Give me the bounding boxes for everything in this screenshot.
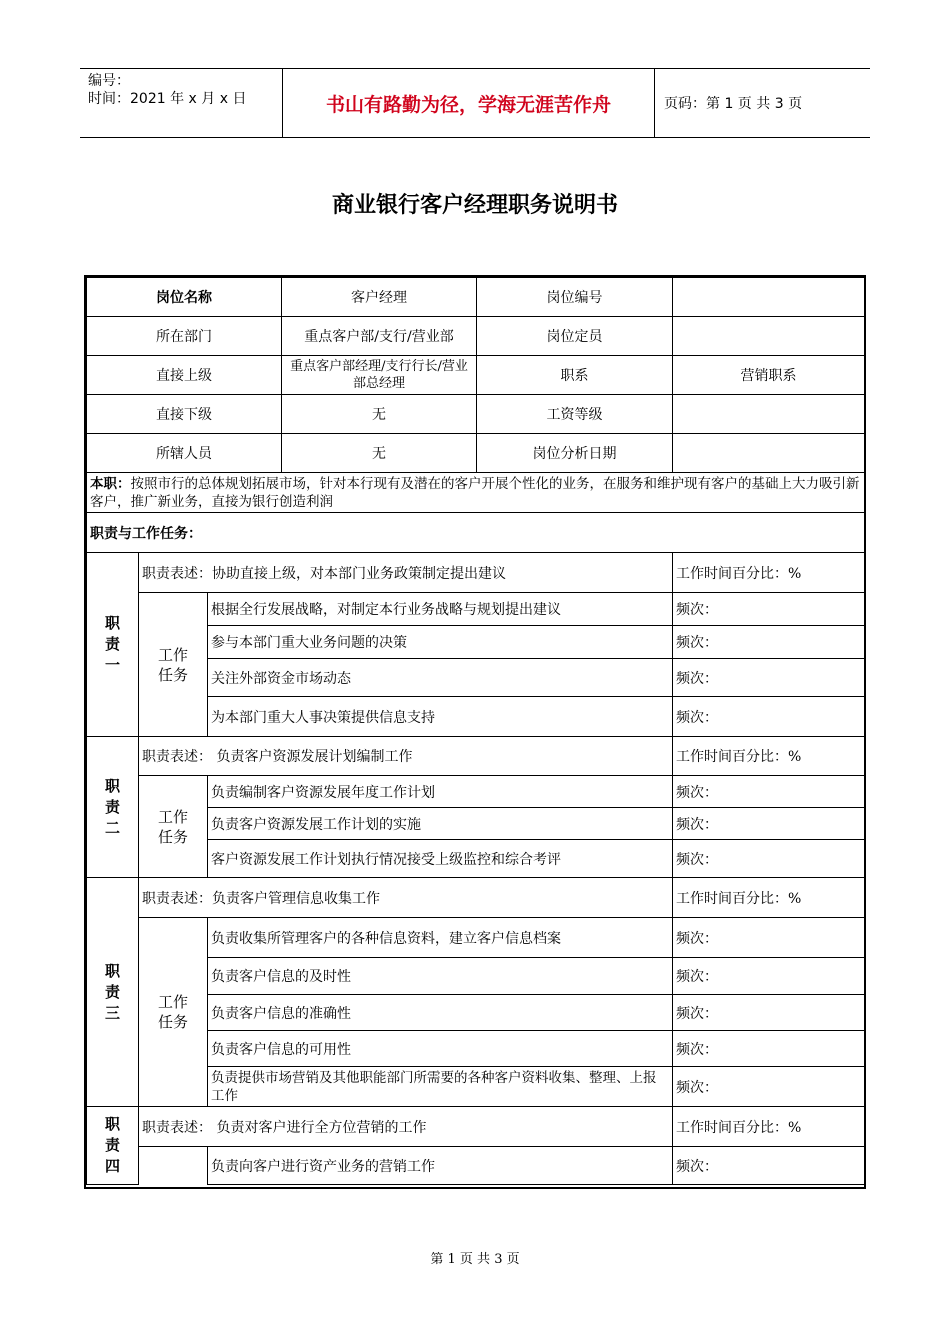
task-row [87, 1147, 865, 1185]
page-footer: 第 1 页 共 3 页 [430, 1252, 520, 1267]
info-value: 重点客户部/支行/营业部 [282, 317, 477, 356]
info-row [87, 317, 865, 356]
duty-statement-row [87, 553, 865, 593]
task-text: 为本部门重大人事决策提供信息支持 [208, 697, 673, 737]
duty-name: 职责三 [104, 961, 120, 1022]
info-value [673, 317, 865, 356]
frequency: 频次： [673, 776, 865, 808]
duty-statement-row [87, 878, 865, 918]
info-table [86, 277, 865, 1185]
page-header [80, 68, 870, 138]
task-label-text: 工作任务 [157, 807, 188, 846]
info-row [87, 395, 865, 434]
task-text: 负责向客户进行资产业务的营销工作 [208, 1147, 673, 1185]
info-value: 无 [282, 434, 477, 473]
time-percentage: 工作时间百分比：% [673, 1107, 865, 1147]
info-label: 直接上级 [87, 356, 282, 395]
header-page-number: 页码：第 1 页 共 3 页 [664, 96, 803, 112]
frequency: 频次： [673, 697, 865, 737]
task-text: 客户资源发展工作计划执行情况接受上级监控和综合考评 [208, 840, 673, 878]
section-title: 职责与工作任务： [87, 513, 865, 553]
task-label [139, 593, 208, 737]
task-text: 负责客户信息的可用性 [208, 1031, 673, 1067]
info-label: 岗位编号 [477, 278, 673, 317]
frequency: 频次： [673, 918, 865, 958]
task-label [139, 776, 208, 878]
header-motto: 书山有路勤为径，学海无涯苦作舟 [283, 69, 655, 137]
info-value: 营销职系 [673, 356, 865, 395]
job-description-table [84, 275, 866, 1189]
time-percentage: 工作时间百分比：% [673, 878, 865, 918]
info-label: 所在部门 [87, 317, 282, 356]
info-row [87, 356, 865, 395]
frequency: 频次： [673, 626, 865, 659]
duty-statement-row [87, 737, 865, 776]
summary-text: 按照市行的总体规划拓展市场，针对本行现有及潜在的客户开展个性化的业务，在服务和维护现有客户的基础上大力吸引新客户，推广新业务，直接为银行创造利润 [90, 475, 860, 510]
frequency: 频次： [673, 659, 865, 697]
info-label: 直接下级 [87, 395, 282, 434]
info-value [673, 434, 865, 473]
duty-name: 职责一 [104, 614, 120, 674]
summary-cell [87, 473, 865, 513]
task-row [87, 918, 865, 958]
info-row [87, 278, 865, 317]
info-label: 工资等级 [477, 395, 673, 434]
task-text: 关注外部资金市场动态 [208, 659, 673, 697]
info-label: 职系 [477, 356, 673, 395]
task-row [87, 776, 865, 808]
task-label-text: 工作任务 [157, 645, 188, 684]
duty-name: 职责四 [104, 1115, 120, 1175]
duty-statement: 职责表述： 负责对客户进行全方位营销的工作 [139, 1107, 673, 1147]
task-text: 负责编制客户资源发展年度工作计划 [208, 776, 673, 808]
frequency: 频次： [673, 1147, 865, 1185]
info-value: 客户经理 [282, 278, 477, 317]
header-meta [80, 69, 283, 137]
duty-statement: 职责表述： 负责客户资源发展计划编制工作 [139, 737, 673, 776]
info-value: 重点客户部经理/支行行长/营业部总经理 [282, 356, 477, 395]
duty-name: 职责二 [104, 776, 120, 837]
frequency: 频次： [673, 958, 865, 995]
frequency: 频次： [673, 1031, 865, 1067]
time-percentage: 工作时间百分比：% [673, 553, 865, 593]
task-text: 负责客户信息的及时性 [208, 958, 673, 995]
document-number-label: 编号： [88, 73, 130, 89]
duty-statement: 职责表述：协助直接上级，对本部门业务政策制定提出建议 [139, 553, 673, 593]
task-text: 负责收集所管理客户的各种信息资料，建立客户信息档案 [208, 918, 673, 958]
frequency: 频次： [673, 593, 865, 626]
info-value [673, 278, 865, 317]
frequency: 频次： [673, 808, 865, 840]
section-title-row [87, 513, 865, 553]
info-value [673, 395, 865, 434]
duty-statement-row [87, 1107, 865, 1147]
time-percentage: 工作时间百分比：% [673, 737, 865, 776]
frequency: 频次： [673, 840, 865, 878]
duty-label [87, 878, 139, 1107]
duty-label [87, 737, 139, 878]
duty-label [87, 1107, 139, 1185]
task-text: 负责客户信息的准确性 [208, 995, 673, 1031]
task-text: 参与本部门重大业务问题的决策 [208, 626, 673, 659]
page-title: 商业银行客户经理职务说明书 [331, 193, 618, 218]
info-label: 岗位分析日期 [477, 434, 673, 473]
frequency: 频次： [673, 995, 865, 1031]
info-row [87, 434, 865, 473]
task-row [87, 593, 865, 626]
info-label: 所辖人员 [87, 434, 282, 473]
duty-label [87, 553, 139, 737]
task-text: 负责提供市场营销及其他职能部门所需要的各种客户资料收集、整理、上报工作 [208, 1067, 673, 1107]
summary-label: 本职： [90, 475, 131, 492]
info-label: 岗位定员 [477, 317, 673, 356]
info-label: 岗位名称 [87, 278, 282, 317]
task-text: 根据全行发展战略，对制定本行业务战略与规划提出建议 [208, 593, 673, 626]
frequency: 频次： [673, 1067, 865, 1107]
task-label [139, 1147, 208, 1185]
document-date: 时间：2021 年 x 月 x 日 [88, 91, 247, 107]
task-text: 负责客户资源发展工作计划的实施 [208, 808, 673, 840]
task-label-text: 工作任务 [157, 993, 188, 1031]
task-label [139, 918, 208, 1107]
info-value: 无 [282, 395, 477, 434]
duty-statement: 职责表述：负责客户管理信息收集工作 [139, 878, 673, 918]
summary-row [87, 473, 865, 513]
